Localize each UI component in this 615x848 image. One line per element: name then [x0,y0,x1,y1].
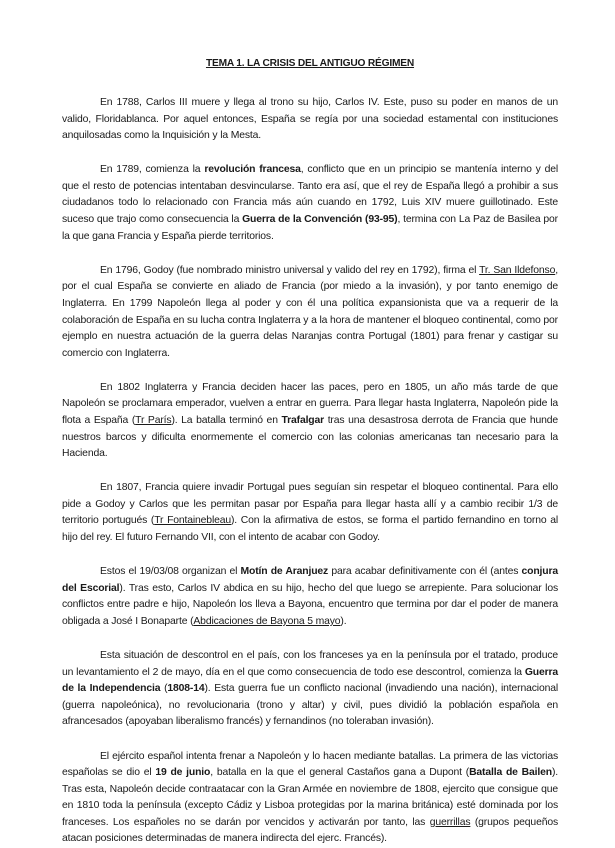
text-run: ). Esta guerra fue un conflicto nacional (invadiendo una nación), internacional (guerra napoleónica), no revolucionaria (trono y altar) y civil, pues dividió la población española en afrancesados (apoyaban liberalismo francés) y fernandinos (no toleraban invasión). [62,683,558,728]
text-run: En 1802 Inglaterra y Francia deciden hacer las paces, pero en 1805, un año más tarde de que Napoleón se proclamara emperador, vuelven a entrar en guerra. Para llegar hasta Inglaterra, Napoleón pide la flota a España ( [62,381,558,426]
text-run: , conflicto que en un principio se mantenía interno y del que el resto de potencias intentaban desvincularse. Tanto era así, que el rey de España llegó a prohibir a sus ciudadanos todo lo relacionado con Francia más aún cuando en 1792, Luis XIV muere guillotinado. Este suceso que trajo como consecuencia la [62,164,558,226]
text-run: Estos el 19/03/08 organizan el [100,566,241,578]
bold-term: conjura del Escorial [62,566,558,594]
text-run: Esta situación de descontrol en el país, con los franceses ya en la península por el tratado, produce un levantamiento el 2 de mayo, día en el que como consecuencia de todo ese descontrol, comienza la [62,650,558,678]
underlined-term: guerrillas [429,816,471,828]
text-run: , termina con La Paz de Basilea por la que gana Francia y España pierde territorios. [62,214,558,242]
bold-term: Motín de Aranjuez [240,566,329,578]
underlined-term: Tr París [135,415,172,426]
text-run: ). La batalla terminó en [171,415,282,426]
text-run: En 1788, Carlos III muere y llega al trono su hijo, Carlos IV. Este, puso su poder en manos de un valido, Floridablanca. Por aquel entonces, España se regía por una sociedad estamental con instituciones anquilosadas como la Inquisición y la Mesta. [62,97,558,142]
paragraph [62,564,558,630]
text-run: (grupos pequeños atacan posiciones determinadas de manera indirecta del ejerc. Francés). [62,816,558,845]
text-run: tras una desastrosa derrota de Francia que hunde nuestros barcos y dificulta enormemente el comercio con las colonias americanas tan necesario para la Hacienda. [62,415,558,460]
text-run: para acabar definitivamente con él (antes [328,566,522,578]
bold-term: (93-95) [365,214,398,226]
text-run: ( [160,683,168,695]
bold-term: Trafalgar [281,415,325,426]
text-run: ). Tras esto, Carlos IV abdica en su hijo, hecho del que luego se arrepiente. Para solucionar los conflictos entre padre e hijo, Napoleón los lleva a Bayona, encuentro que termina por dar el poder de manera obligada a José I Bonaparte ( [62,582,559,627]
bold-term: 19 de junio [155,767,211,779]
paragraph [62,648,558,731]
paragraph [62,95,558,145]
text-run: , batalla en la que el general Castaños gana a Dupont ( [210,767,470,779]
underlined-term: Tr Fontainebleau [154,515,231,527]
bold-term: Guerra de la Convención [242,214,363,226]
paragraph [62,162,558,245]
paragraph [62,749,558,848]
text-run: ). Con la afirmativa de estos, se forma el partido fernandino en torno al hijo del rey. El futuro Fernando VII, con el intento de acabar con Godoy. [62,515,558,544]
text-run: ). Tras esta, Napoleón decide contraatacar con la Gran Armée en noviembre de 1808, ejercito que consigue que en 1810 toda la península (excepto Cádiz y Lisboa protegidas por la marina británica) esté dominada por los franceses. Los españoles no se darán por vencidos y activarán por tanto, las [62,767,558,828]
bold-term: revolución francesa [204,164,301,176]
text-run: El ejército español intenta frenar a Napoleón y lo hacen mediante batallas. La primera de las victorias españolas se dio el [62,750,558,779]
underlined-term: Abdicaciones de Bayona 5 mayo [193,615,341,627]
text-run: En 1789, comienza la [100,164,205,176]
bold-term: Batalla de Bailen [469,767,552,779]
document-body [62,95,558,848]
text-run: En 1807, Francia quiere invadir Portugal pues seguían sin respetar el bloqueo continental. Para ello pide a Godoy y Carlos que les permitan pasar por España para llegar hasta allí y a cambio recibir 1/3 de territorio portugués ( [62,482,558,527]
paragraph [62,263,558,363]
text-run: ). [340,615,347,627]
document-title: TEMA 1. LA CRISIS DEL ANTIGUO RÉGIMEN [205,58,415,69]
bold-term: Guerra de la Independencia [62,666,558,695]
paragraph [62,380,558,463]
underlined-term: Tr. San Ildefonso [479,264,556,276]
bold-term: 1808-14 [167,683,205,695]
text-run: , por el cual España se convierte en aliado de Francia (por miedo a la invasión), y por tanto enemigo de Inglaterra. En 1799 Napoleón llega al poder y con él una política expansionista que va a requerir de la colaboración de España en su lucha contra Inglaterra y a la hora de mantener el bloqueo continental, como por ejemplo en nuestra actuación de la guerra delas Naranjas contra Portugal (1801) para frenar y castigar su comercio con Inglaterra. [62,264,558,359]
paragraph [62,480,558,546]
text-run: En 1796, Godoy (fue nombrado ministro universal y valido del rey en 1792), firma el [100,264,480,276]
